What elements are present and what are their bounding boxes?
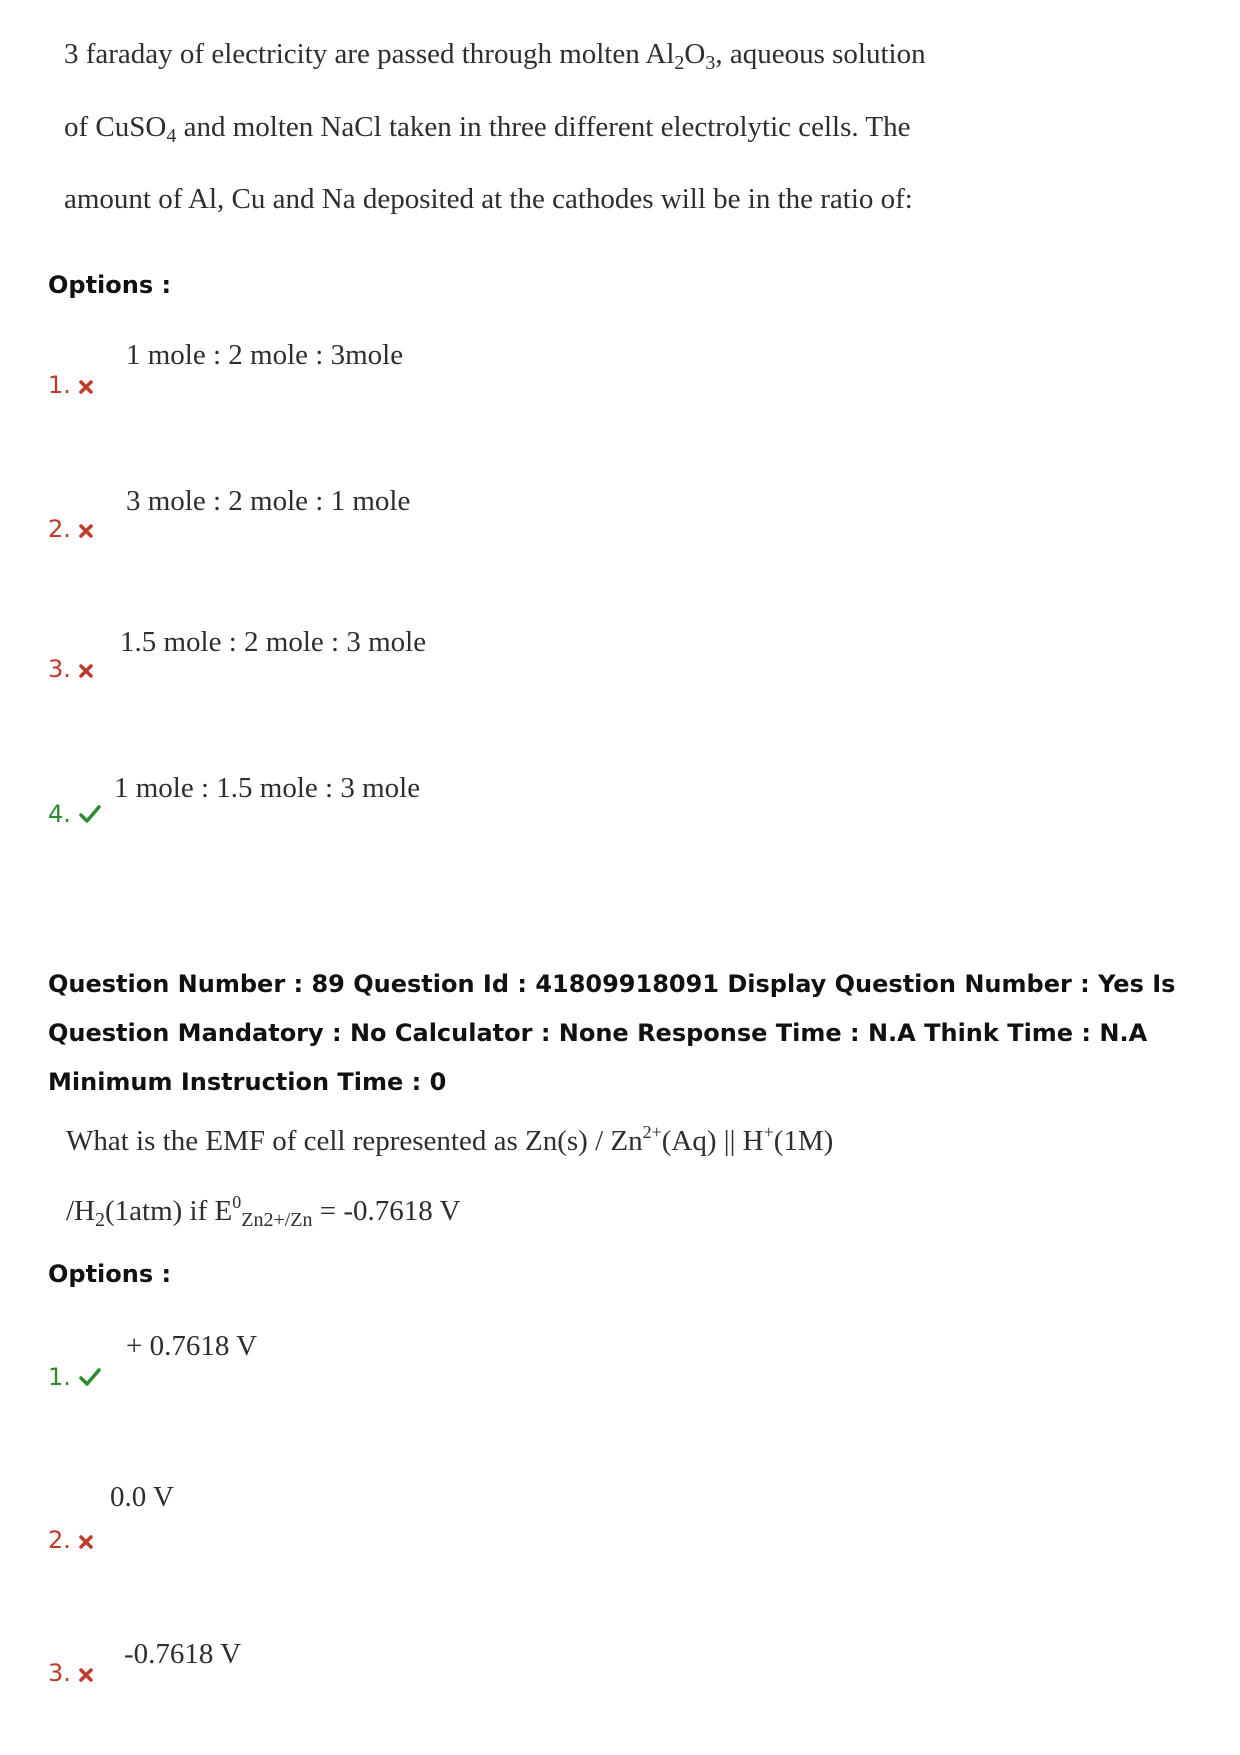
option-text: 1 mole : 2 mole : 3mole [126, 339, 404, 371]
text-fragment: 3 faraday of electricity are passed through molten Al [64, 38, 675, 70]
option-text: 1 mole : 1.5 mole : 3 mole [114, 772, 421, 804]
option-text: + 0.7618 V [126, 1330, 258, 1362]
text-fragment: and molten NaCl taken in three different electrolytic cells. The [176, 111, 911, 143]
option-number-label: 3. [48, 1659, 71, 1687]
text-fragment: /H [66, 1195, 95, 1227]
question-text-line [64, 38, 926, 74]
option-number-label: 2. [48, 515, 71, 543]
option-number [48, 371, 93, 400]
option-number-label: 1. [48, 1363, 71, 1391]
cross-icon [79, 656, 93, 684]
option-text: -0.7618 V [124, 1638, 242, 1670]
options-label: Options : [48, 271, 172, 299]
check-icon [79, 1364, 101, 1392]
option-number-label: 2. [48, 1526, 71, 1554]
text-fragment: O [684, 38, 706, 70]
text-fragment: of CuSO [64, 111, 167, 143]
subscript: 2 [95, 1209, 105, 1231]
option-number [48, 1526, 93, 1555]
text-fragment: (Aq) || H [661, 1125, 764, 1157]
cross-icon [79, 1660, 93, 1688]
check-icon [79, 801, 101, 829]
question-text-line [66, 1122, 834, 1158]
cross-icon [79, 372, 93, 400]
subscript: 4 [166, 125, 177, 147]
text-fragment: (1M) [773, 1125, 834, 1157]
subscript: Zn2+/Zn [241, 1209, 313, 1231]
superscript: 0 [232, 1192, 242, 1212]
text-fragment: , aqueous solution [715, 38, 926, 70]
option-number [48, 800, 101, 829]
cross-icon [79, 1527, 93, 1555]
cross-icon [79, 516, 93, 544]
text-fragment: What is the EMF of cell represented as Zn(s) / Zn [66, 1125, 643, 1157]
options-label: Options : [48, 1260, 172, 1288]
option-number [48, 1659, 93, 1688]
question-text-line [64, 111, 911, 147]
option-number [48, 1363, 101, 1392]
option-text: 1.5 mole : 2 mole : 3 mole [120, 626, 427, 658]
option-text: 3 mole : 2 mole : 1 mole [126, 485, 411, 517]
question-metadata: Question Number : 89 Question Id : 41809918091 Display Question Number : Yes Is Question Mandatory : No Calculator : None Response Time : N.A Think Time : N.A Minimum Instruction Time : 0 [48, 970, 1176, 1096]
superscript: + [763, 1122, 774, 1142]
option-number [48, 515, 93, 544]
question-text-line: amount of Al, Cu and Na deposited at the cathodes will be in the ratio of: [64, 183, 913, 215]
option-number-label: 4. [48, 800, 71, 828]
text-fragment: = -0.7618 V [312, 1195, 461, 1227]
option-number-label: 3. [48, 655, 71, 683]
option-text: 0.0 V [110, 1481, 174, 1513]
option-number-label: 1. [48, 371, 71, 399]
superscript: 2+ [642, 1122, 662, 1142]
subscript: 2 [674, 52, 685, 74]
text-fragment: (1atm) if E [105, 1195, 233, 1227]
option-number [48, 655, 93, 684]
question-text-line [66, 1192, 461, 1231]
subscript: 3 [705, 52, 716, 74]
